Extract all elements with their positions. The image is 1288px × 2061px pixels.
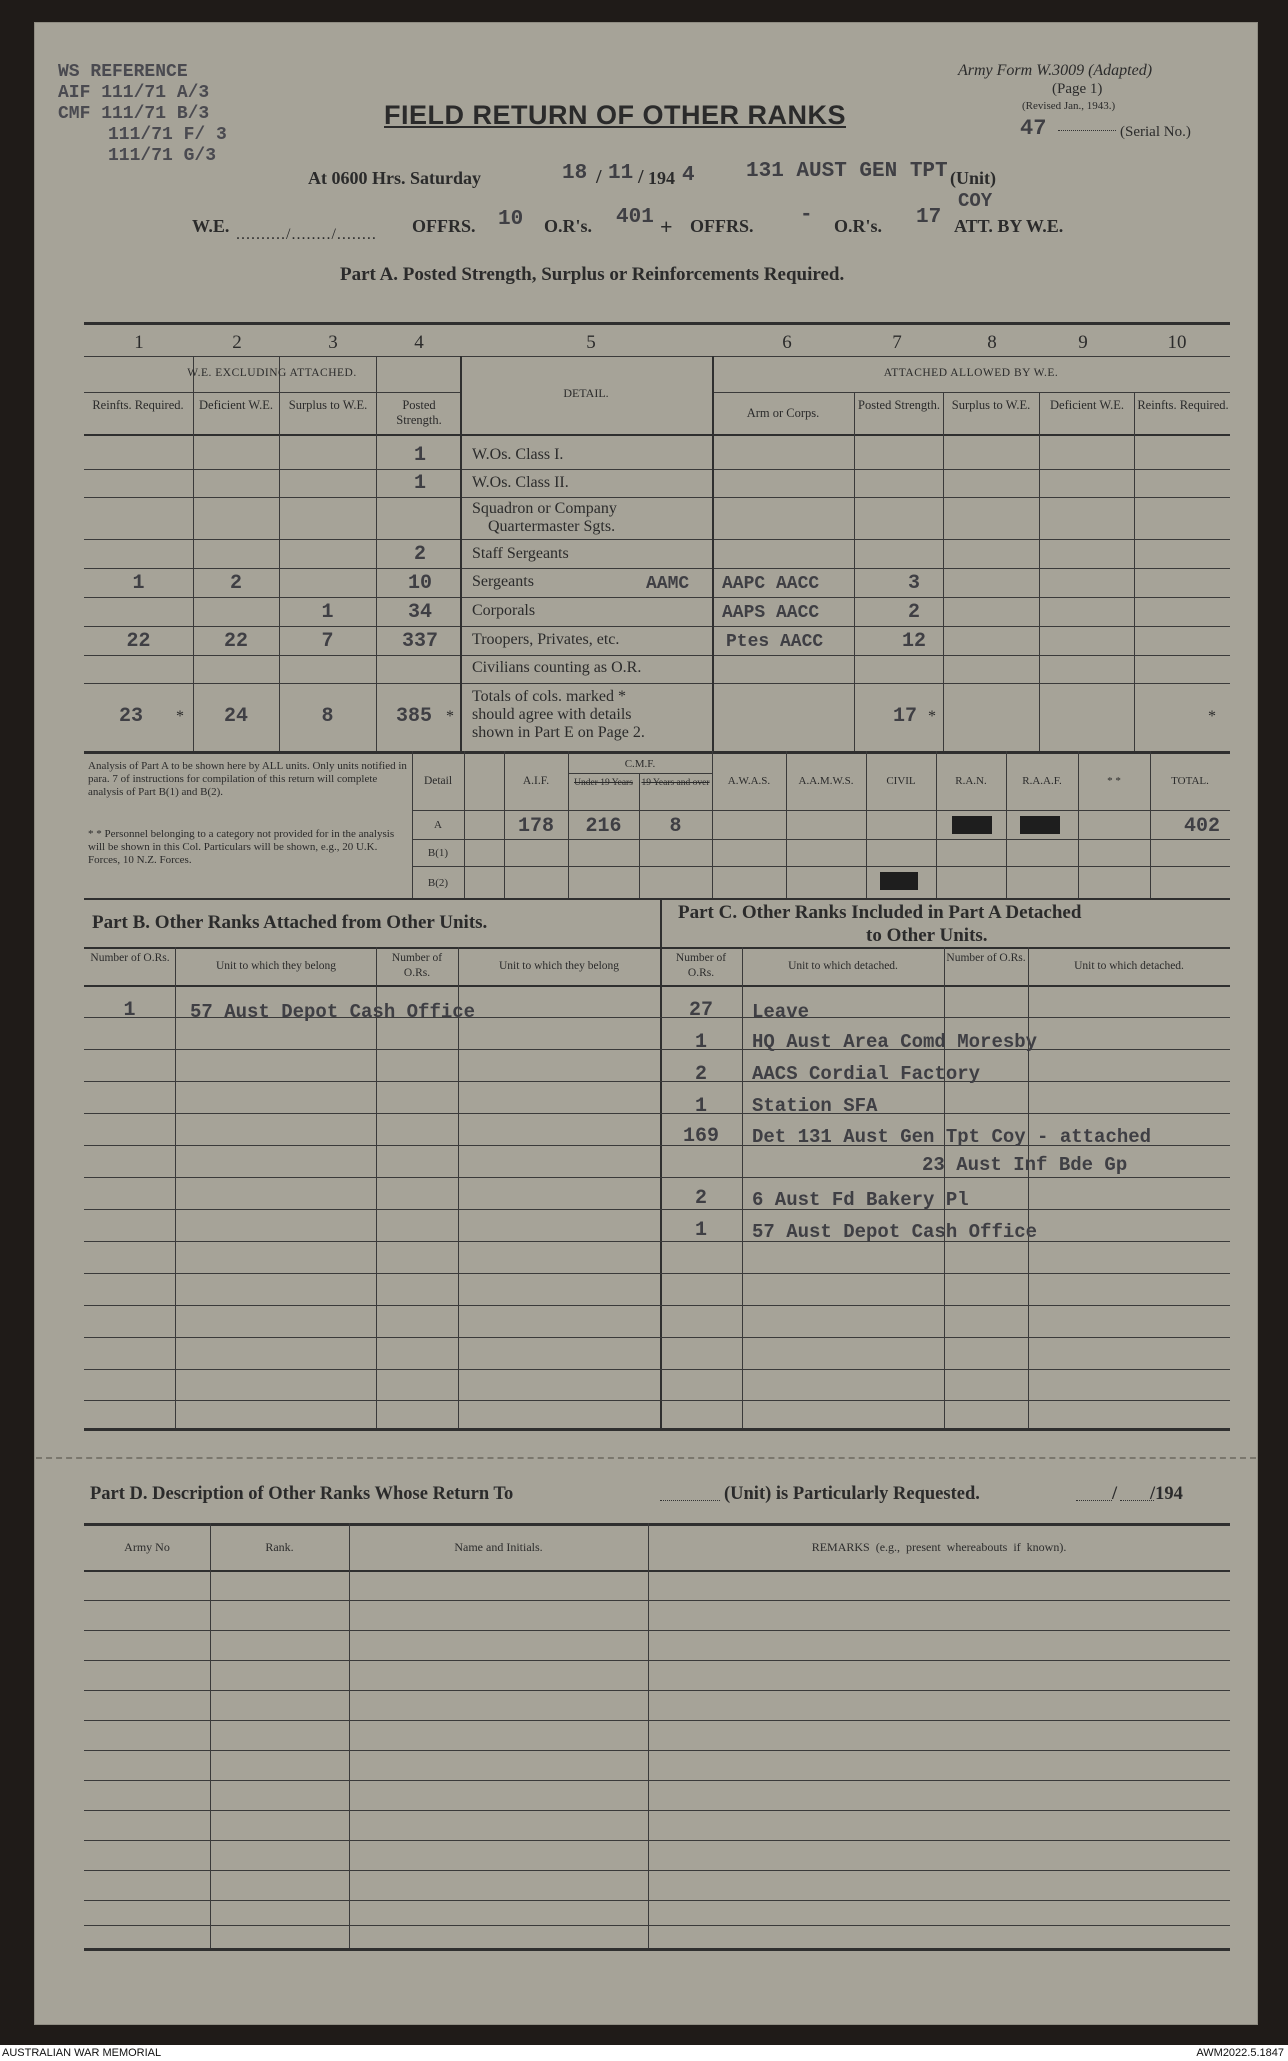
part-c-head-number: Number of O.Rs.	[675, 952, 727, 979]
row-detail: Corporals	[472, 602, 536, 619]
posted-value: 337	[401, 630, 438, 653]
analysis-row-label: B(2)	[427, 877, 449, 889]
col-detail-header: DETAIL.	[563, 386, 609, 400]
analysis-head-awas: A.W.A.S.	[727, 775, 771, 787]
posted-value: 1	[413, 444, 426, 467]
part-c-entry-number: 169	[682, 1125, 719, 1148]
part-b-entry-number: 1	[123, 999, 136, 1022]
redaction-mark	[880, 872, 918, 890]
reference-line: WS REFERENCE	[58, 62, 188, 82]
analysis-cmf-under-value: 216	[585, 815, 622, 838]
analysis-head-detail: Detail	[423, 775, 453, 787]
part-c-entry-unit: HQ Aust Area Comd Moresby	[752, 1031, 1038, 1053]
ors-value: 401	[616, 206, 654, 229]
surplus-value: 7	[321, 630, 334, 653]
part-c-entry-number: 1	[694, 1095, 707, 1118]
part-c-entry-unit: 6 Aust Fd Bakery Pl	[752, 1189, 969, 1211]
part-d-year: /194	[1150, 1484, 1183, 1504]
analysis-cmf-over-value: 8	[669, 815, 682, 838]
part-c-entry-unit: Leave	[752, 1001, 810, 1023]
part-c-head-number-2: Number of O.Rs.	[946, 952, 1026, 964]
row-detail: Troopers, Privates, etc.	[472, 631, 620, 648]
row-detail: W.Os. Class I.	[472, 446, 564, 463]
coy-value: COY	[958, 190, 993, 212]
redaction-mark	[952, 816, 992, 834]
total-star: *	[928, 708, 936, 725]
col-number: 4	[414, 332, 424, 353]
part-c-entry-unit: Station SFA	[752, 1095, 878, 1117]
reference-line: CMF 111/71 B/3	[58, 104, 210, 124]
page-title: FIELD RETURN OF OTHER RANKS	[384, 100, 846, 130]
posted-att-value: 12	[901, 630, 926, 653]
reference-line: 111/71 G/3	[108, 146, 217, 166]
col-number: 6	[782, 332, 792, 353]
analysis-head-aif: A.I.F.	[522, 775, 550, 787]
ors2-value: 17	[916, 206, 942, 229]
reference-block	[58, 62, 227, 167]
totals-detail: Totals of cols. marked *	[472, 688, 626, 705]
we-label: W.E.	[192, 216, 230, 236]
part-d-title: Part D. Description of Other Ranks Whose Return To	[90, 1484, 514, 1504]
redaction-mark	[1020, 816, 1060, 834]
col-head-posted-att: Posted Strength.	[858, 398, 940, 412]
group-header-we: W.E. EXCLUDING ATTACHED.	[187, 367, 357, 379]
part-b-entry-unit: 57 Aust Depot Cash Office	[190, 1001, 476, 1023]
posted-value: 10	[407, 572, 432, 595]
part-a-title: Part A. Posted Strength, Surplus or Reinforcements Required.	[340, 264, 845, 285]
part-c-entry-unit: Det 131 Aust Gen Tpt Coy - attached	[752, 1126, 1152, 1148]
at-hours-label: At 0600 Hrs. Saturday	[308, 168, 482, 188]
col-head-reinfts: Reinfts. Required.	[92, 398, 184, 412]
unit-value: 131 AUST GEN TPT	[746, 160, 948, 183]
analysis-head-cmf-under: Under 19 Years	[574, 778, 633, 788]
reference-line: AIF 111/71 A/3	[58, 83, 210, 103]
date-month: 11	[608, 162, 634, 185]
serial-label: (Serial No.)	[1120, 124, 1191, 140]
col-head-arm: Arm or Corps.	[746, 406, 820, 420]
part-c-entry-number: 1	[694, 1219, 707, 1242]
total-reinfts: 23	[118, 705, 143, 728]
year-digit: 4	[682, 164, 695, 187]
part-b-title: Part B. Other Ranks Attached from Other Units.	[92, 912, 488, 933]
row-detail: Civilians counting as O.R.	[472, 659, 642, 676]
part-b-head-unit: Unit to which they belong	[215, 960, 337, 972]
deficient-value: 22	[223, 630, 248, 653]
page-label: (Page 1)	[1052, 81, 1103, 97]
reference-line: 111/71 F/ 3	[108, 125, 227, 145]
col-number: 3	[328, 332, 338, 353]
part-c-entry-unit: AACS Cordial Factory	[752, 1063, 981, 1085]
group-header-attached: ATTACHED ALLOWED BY W.E.	[883, 367, 1059, 379]
surplus-value: 1	[321, 601, 334, 624]
perforation-line	[36, 1457, 1256, 1459]
part-d-head-rank: Rank.	[265, 1540, 294, 1554]
part-d-date-dots	[1076, 1500, 1112, 1501]
ors2-label: O.R's.	[834, 216, 883, 236]
col-number: 10	[1167, 332, 1187, 353]
analysis-head-ran: R.A.N.	[955, 775, 987, 787]
col-head-reinfts-att: Reinfts. Required.	[1137, 398, 1229, 412]
part-d-unit-dots	[660, 1500, 720, 1501]
col-number: 5	[586, 332, 596, 353]
footer-id: AWM2022.5.1847	[1196, 2047, 1284, 2059]
row-detail: Sergeants	[472, 573, 534, 590]
analysis-head-aamws: A.A.M.W.S.	[798, 775, 854, 787]
part-c-head-unit-2: Unit to which detached.	[1074, 960, 1184, 972]
part-d-unit-label: (Unit) is Particularly Requested.	[724, 1484, 980, 1504]
row-detail: Staff Sergeants	[472, 545, 569, 562]
part-d-head-army-no: Army No	[124, 1540, 170, 1554]
part-c-entry-number: 27	[688, 999, 713, 1022]
offrs-label: OFFRS.	[412, 216, 476, 236]
footer-source: AUSTRALIAN WAR MEMORIAL	[2, 2047, 162, 2059]
part-b-head-unit-2: Unit to which they belong	[498, 960, 620, 972]
analysis-aif-value: 178	[517, 815, 554, 838]
revised-label: (Revised Jan., 1943.)	[1022, 100, 1116, 112]
total-star: *	[1208, 708, 1216, 725]
part-b-head-number: Number of O.Rs.	[90, 952, 170, 964]
analysis-note-other: * * Personnel belonging to a category not provided for in the analysis will be shown in this Col. Particulars will be shown, e.g., 20 U.K. Forces, 10 N.Z. Forces.	[88, 828, 395, 866]
posted-value: 1	[413, 472, 426, 495]
detail-typed: AAMC	[646, 574, 690, 594]
col-number: 1	[134, 332, 144, 353]
row-detail: W.Os. Class II.	[472, 474, 569, 491]
analysis-head-total: TOTAL.	[1171, 775, 1209, 787]
part-d-head-remarks: REMARKS (e.g., present whereabouts if known).	[811, 1540, 1067, 1554]
posted-value: 2	[413, 543, 426, 566]
col-head-surplus: Surplus to W.E.	[288, 398, 368, 412]
arm-value: Ptes AACC	[726, 632, 824, 652]
part-c-title: Part C. Other Ranks Included in Part A Detached	[678, 902, 1082, 923]
totals-detail: should agree with details	[472, 706, 632, 723]
posted-att-value: 2	[907, 601, 920, 624]
part-c-entry-number: 1	[694, 1031, 707, 1054]
total-deficient: 24	[223, 705, 248, 728]
total-star: *	[176, 708, 184, 725]
analysis-head-civil: CIVIL	[886, 775, 916, 787]
posted-att-value: 3	[907, 572, 920, 595]
analysis-head-cmf: C.M.F.	[624, 758, 656, 770]
ors-label: O.R's.	[544, 216, 593, 236]
arm-value: AAPC AACC	[722, 574, 820, 594]
part-c-entry-number: 2	[694, 1187, 707, 1210]
deficient-value: 2	[229, 572, 242, 595]
part-d-slash: /	[1112, 1484, 1118, 1504]
offrs2-value: -	[800, 204, 813, 227]
analysis-note: Analysis of Part A to be shown here by ALL units. Only units notified in para. 7 of instructions for compilation of this return will complete analysis of Part B(1) and B(2).	[88, 760, 407, 798]
reinfts-value: 1	[132, 572, 145, 595]
part-c-title-cont: to Other Units.	[866, 925, 988, 946]
serial-dots	[1058, 130, 1116, 131]
col-head-deficient-att: Deficient W.E.	[1050, 398, 1124, 412]
year-prefix: 194	[648, 168, 675, 188]
part-c-entry-unit-cont: 23 Aust Inf Bde Gp	[922, 1154, 1128, 1176]
part-b-head-number-2: Number of O.Rs.	[391, 952, 443, 979]
analysis-head-cmf-over: 19 Years and over	[641, 778, 710, 788]
reinfts-value: 22	[126, 630, 151, 653]
we-dots: ........../......../........	[236, 226, 377, 243]
analysis-head-other: * *	[1107, 775, 1121, 787]
col-number: 7	[892, 332, 902, 353]
total-surplus: 8	[321, 705, 334, 728]
col-number: 8	[987, 332, 997, 353]
analysis-head-raaf: R.A.A.F.	[1022, 775, 1062, 787]
total-posted: 385	[395, 705, 432, 728]
date-day: 18	[562, 162, 588, 185]
total-star: *	[446, 708, 454, 725]
col-number: 9	[1078, 332, 1088, 353]
att-label: ATT. BY W.E.	[954, 216, 1064, 236]
totals-detail: shown in Part E on Page 2.	[472, 724, 645, 741]
col-head-surplus-att: Surplus to W.E.	[951, 398, 1031, 412]
serial-value: 47	[1020, 116, 1047, 141]
army-form-label: Army Form W.3009 (Adapted)	[958, 62, 1153, 79]
row-detail: Squadron or Company	[472, 500, 617, 517]
col-head-deficient: Deficient W.E.	[199, 398, 273, 412]
col-number: 2	[232, 332, 242, 353]
part-c-entry-unit: 57 Aust Depot Cash Office	[752, 1221, 1038, 1243]
analysis-row-label: A	[434, 819, 442, 831]
arm-value: AAPS AACC	[722, 603, 820, 623]
analysis-row-label: B(1)	[427, 847, 449, 859]
row-detail-cont: Quartermaster Sgts.	[488, 518, 616, 535]
plus-sign: +	[660, 214, 673, 239]
posted-value: 34	[407, 601, 432, 624]
col-head-posted: Posted Strength.	[396, 398, 442, 427]
part-c-head-unit: Unit to which detached.	[788, 960, 898, 972]
offrs-value: 10	[498, 208, 524, 231]
total-posted-att: 17	[892, 705, 917, 728]
unit-label: (Unit)	[950, 168, 996, 188]
part-c-entry-number: 2	[694, 1063, 707, 1086]
offrs2-label: OFFRS.	[690, 216, 754, 236]
part-d-head-name: Name and Initials.	[454, 1540, 543, 1554]
analysis-total-value: 402	[1183, 815, 1220, 838]
part-d-date-dots-2	[1120, 1500, 1154, 1501]
